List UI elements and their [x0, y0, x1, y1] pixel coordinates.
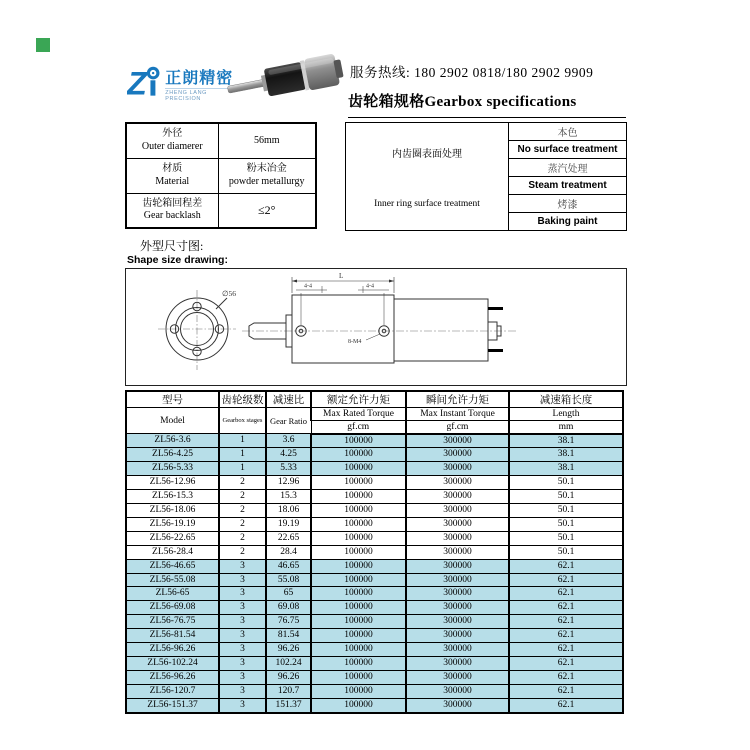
cell-instant-torque: 300000	[406, 434, 509, 448]
cell-rated-torque: 100000	[311, 559, 406, 573]
treatment-option: 烤漆	[509, 195, 627, 213]
cell-length: 50.1	[509, 531, 623, 545]
cell-rated-torque: 100000	[311, 462, 406, 476]
cell-instant-torque: 300000	[406, 531, 509, 545]
treatment-option: 蒸汽处理	[509, 159, 627, 177]
table-row	[126, 615, 623, 629]
surface-treatment-table	[345, 122, 627, 231]
cell-length: 50.1	[509, 517, 623, 531]
cell-stages: 3	[219, 615, 266, 629]
cell-ratio: 65	[266, 587, 311, 601]
cell-rated-torque: 100000	[311, 476, 406, 490]
cell-instant-torque: 300000	[406, 601, 509, 615]
cell-length: 62.1	[509, 698, 623, 712]
cell-ratio: 22.65	[266, 531, 311, 545]
cell-instant-torque: 300000	[406, 629, 509, 643]
col-header: 额定允许力矩	[311, 391, 406, 408]
cell-model: ZL56-18.06	[126, 504, 219, 518]
cell-instant-torque: 300000	[406, 587, 509, 601]
treatment-option: Steam treatment	[509, 177, 627, 195]
cell-model: ZL56-151.37	[126, 698, 219, 712]
cell-length: 50.1	[509, 476, 623, 490]
table-row	[126, 698, 623, 712]
cell-model: ZL56-96.26	[126, 670, 219, 684]
cell-length: 50.1	[509, 545, 623, 559]
col-header: 瞬间允许力矩	[406, 391, 509, 408]
header-row-cn	[126, 391, 623, 408]
cell-stages: 2	[219, 476, 266, 490]
cell-stages: 1	[219, 448, 266, 462]
cell-rated-torque: 100000	[311, 434, 406, 448]
page-title: 齿轮箱规格Gearbox specifications	[348, 90, 626, 118]
cell-instant-torque: 300000	[406, 643, 509, 657]
dimension-drawing	[126, 269, 625, 384]
cell-model: ZL56-3.6	[126, 434, 219, 448]
table-row	[126, 601, 623, 615]
cell-instant-torque: 300000	[406, 615, 509, 629]
cell-model: ZL56-76.75	[126, 615, 219, 629]
cell-ratio: 19.19	[266, 517, 311, 531]
cell-ratio: 5.33	[266, 462, 311, 476]
spec-label: 齿轮箱回程差 Gear backlash	[126, 193, 218, 228]
cell-model: ZL56-15.3	[126, 490, 219, 504]
cell-ratio: 96.26	[266, 670, 311, 684]
cell-stages: 3	[219, 698, 266, 712]
cell-length: 38.1	[509, 448, 623, 462]
table-row	[126, 434, 623, 448]
cell-stages: 3	[219, 657, 266, 671]
cell-length: 62.1	[509, 643, 623, 657]
cell-ratio: 96.26	[266, 643, 311, 657]
cell-ratio: 3.6	[266, 434, 311, 448]
service-hotline: 服务热线: 180 2902 0818/180 2902 9909	[350, 65, 594, 80]
cell-instant-torque: 300000	[406, 462, 509, 476]
cell-rated-torque: 100000	[311, 531, 406, 545]
cell-model: ZL56-4.25	[126, 448, 219, 462]
cell-model: ZL56-96.26	[126, 643, 219, 657]
cell-rated-torque: 100000	[311, 615, 406, 629]
brand-name-cn: 正朗精密	[165, 69, 234, 87]
treatment-option: No surface treatment	[509, 141, 627, 159]
cell-model: ZL56-69.08	[126, 601, 219, 615]
cell-length: 50.1	[509, 490, 623, 504]
cell-length: 50.1	[509, 504, 623, 518]
cell-rated-torque: 100000	[311, 643, 406, 657]
cell-model: ZL56-81.54	[126, 629, 219, 643]
cell-stages: 2	[219, 517, 266, 531]
table-row	[126, 545, 623, 559]
cell-length: 38.1	[509, 434, 623, 448]
cell-rated-torque: 100000	[311, 517, 406, 531]
zl-logo-mark	[127, 63, 161, 103]
cell-instant-torque: 300000	[406, 517, 509, 531]
table-row	[126, 559, 623, 573]
cell-model: ZL56-102.24	[126, 657, 219, 671]
cell-length: 62.1	[509, 587, 623, 601]
col-header: 减速箱长度	[509, 391, 623, 408]
col-header: Model	[126, 408, 219, 434]
table-row	[126, 657, 623, 671]
cell-model: ZL56-120.7	[126, 684, 219, 698]
cell-ratio: 69.08	[266, 601, 311, 615]
left-hole-dim: 4-4	[304, 283, 312, 290]
table-row	[126, 573, 623, 587]
cell-model: ZL56-46.65	[126, 559, 219, 573]
diameter-dim: ∅56	[222, 289, 237, 298]
table-row	[126, 476, 623, 490]
cell-stages: 3	[219, 601, 266, 615]
cell-ratio: 81.54	[266, 629, 311, 643]
table-row	[126, 123, 316, 158]
cell-ratio: 28.4	[266, 545, 311, 559]
table-row	[126, 517, 623, 531]
unit-header: gf.cm	[406, 421, 509, 434]
cell-stages: 3	[219, 573, 266, 587]
cell-length: 62.1	[509, 601, 623, 615]
cell-length: 62.1	[509, 670, 623, 684]
cell-instant-torque: 300000	[406, 504, 509, 518]
cell-rated-torque: 100000	[311, 601, 406, 615]
drawing-label-cn: 外型尺寸图:	[140, 239, 204, 253]
cell-stages: 2	[219, 531, 266, 545]
cell-stages: 3	[219, 643, 266, 657]
cell-length: 62.1	[509, 615, 623, 629]
table-row	[126, 670, 623, 684]
cell-model: ZL56-22.65	[126, 531, 219, 545]
cell-ratio: 4.25	[266, 448, 311, 462]
cell-length: 62.1	[509, 657, 623, 671]
cell-length: 62.1	[509, 559, 623, 573]
cell-ratio: 76.75	[266, 615, 311, 629]
cell-ratio: 46.65	[266, 559, 311, 573]
cell-stages: 3	[219, 629, 266, 643]
cell-rated-torque: 100000	[311, 490, 406, 504]
table-row	[126, 531, 623, 545]
cell-rated-torque: 100000	[311, 629, 406, 643]
cell-rated-torque: 100000	[311, 504, 406, 518]
screw-hole-dim: 8-M4	[348, 339, 362, 345]
cell-rated-torque: 100000	[311, 698, 406, 712]
cell-stages: 3	[219, 587, 266, 601]
cell-rated-torque: 100000	[311, 684, 406, 698]
table-row	[126, 490, 623, 504]
unit-header: gf.cm	[311, 421, 406, 434]
cell-instant-torque: 300000	[406, 573, 509, 587]
cell-instant-torque: 300000	[406, 448, 509, 462]
col-header: Gear Ratio	[266, 408, 311, 434]
cell-ratio: 55.08	[266, 573, 311, 587]
col-header: 型号	[126, 391, 219, 408]
cell-stages: 1	[219, 434, 266, 448]
cell-model: ZL56-55.08	[126, 573, 219, 587]
cell-model: ZL56-5.33	[126, 462, 219, 476]
table-row	[126, 684, 623, 698]
cell-stages: 2	[219, 545, 266, 559]
spec-value: 56mm	[218, 123, 316, 158]
cell-instant-torque: 300000	[406, 698, 509, 712]
table-row	[126, 504, 623, 518]
length-dim: L	[339, 272, 344, 280]
cell-ratio: 151.37	[266, 698, 311, 712]
col-header: Length	[509, 408, 623, 421]
cell-instant-torque: 300000	[406, 657, 509, 671]
cell-instant-torque: 300000	[406, 670, 509, 684]
drawing-label-en: Shape size drawing:	[127, 254, 228, 266]
shape-size-drawing	[125, 268, 627, 386]
col-header: 齿轮级数	[219, 391, 266, 408]
cell-model: ZL56-12.96	[126, 476, 219, 490]
right-hole-dim: 4-4	[366, 283, 374, 290]
cell-instant-torque: 300000	[406, 545, 509, 559]
cell-instant-torque: 300000	[406, 684, 509, 698]
table-row	[126, 643, 623, 657]
model-spec-table	[125, 390, 624, 714]
cell-rated-torque: 100000	[311, 670, 406, 684]
table-row	[126, 448, 623, 462]
table-row	[126, 629, 623, 643]
spec-table-body	[126, 434, 623, 713]
table-row	[126, 158, 316, 193]
cell-length: 62.1	[509, 629, 623, 643]
brand-logo	[127, 60, 237, 106]
treatment-label: 内齿圈表面处理 Inner ring surface treatment	[346, 123, 509, 231]
cell-stages: 2	[219, 490, 266, 504]
cell-model: ZL56-19.19	[126, 517, 219, 531]
cell-length: 62.1	[509, 573, 623, 587]
basic-spec-table	[125, 122, 317, 229]
table-header	[126, 391, 623, 434]
treatment-option: Baking paint	[509, 213, 627, 231]
cell-length: 62.1	[509, 684, 623, 698]
col-header: Max Instant Torque	[406, 408, 509, 421]
col-header: Max Rated Torque	[311, 408, 406, 421]
cell-rated-torque: 100000	[311, 448, 406, 462]
table-row	[126, 193, 316, 228]
table-row	[126, 462, 623, 476]
table-row	[346, 123, 627, 141]
cell-length: 38.1	[509, 462, 623, 476]
cell-ratio: 12.96	[266, 476, 311, 490]
cell-stages: 3	[219, 670, 266, 684]
cell-ratio: 18.06	[266, 504, 311, 518]
cell-model: ZL56-28.4	[126, 545, 219, 559]
brand-name-en: ZHENG LANG PRECISION	[165, 88, 237, 102]
table-row	[126, 587, 623, 601]
motor-photo	[224, 50, 348, 108]
cell-rated-torque: 100000	[311, 573, 406, 587]
spec-value: 粉末冶金 powder metallurgy	[218, 158, 316, 193]
cell-instant-torque: 300000	[406, 559, 509, 573]
cell-ratio: 15.3	[266, 490, 311, 504]
cell-stages: 2	[219, 504, 266, 518]
unit-header: mm	[509, 421, 623, 434]
cell-stages: 1	[219, 462, 266, 476]
cell-model: ZL56-65	[126, 587, 219, 601]
spec-value: ≤2°	[218, 193, 316, 228]
spec-label: 外径 Outer diamerer	[126, 123, 218, 158]
col-header: 减速比	[266, 391, 311, 408]
cell-rated-torque: 100000	[311, 545, 406, 559]
svg-text:Z: Z	[127, 65, 147, 102]
cell-instant-torque: 300000	[406, 476, 509, 490]
cell-stages: 3	[219, 684, 266, 698]
cell-ratio: 102.24	[266, 657, 311, 671]
cell-ratio: 120.7	[266, 684, 311, 698]
header-row-en	[126, 408, 623, 421]
green-color-chip	[36, 38, 50, 52]
cell-instant-torque: 300000	[406, 490, 509, 504]
cell-stages: 3	[219, 559, 266, 573]
treatment-option: 本色	[509, 123, 627, 141]
cell-rated-torque: 100000	[311, 657, 406, 671]
col-header: Gearbox stages	[219, 408, 266, 434]
cell-rated-torque: 100000	[311, 587, 406, 601]
spec-label: 材质 Material	[126, 158, 218, 193]
